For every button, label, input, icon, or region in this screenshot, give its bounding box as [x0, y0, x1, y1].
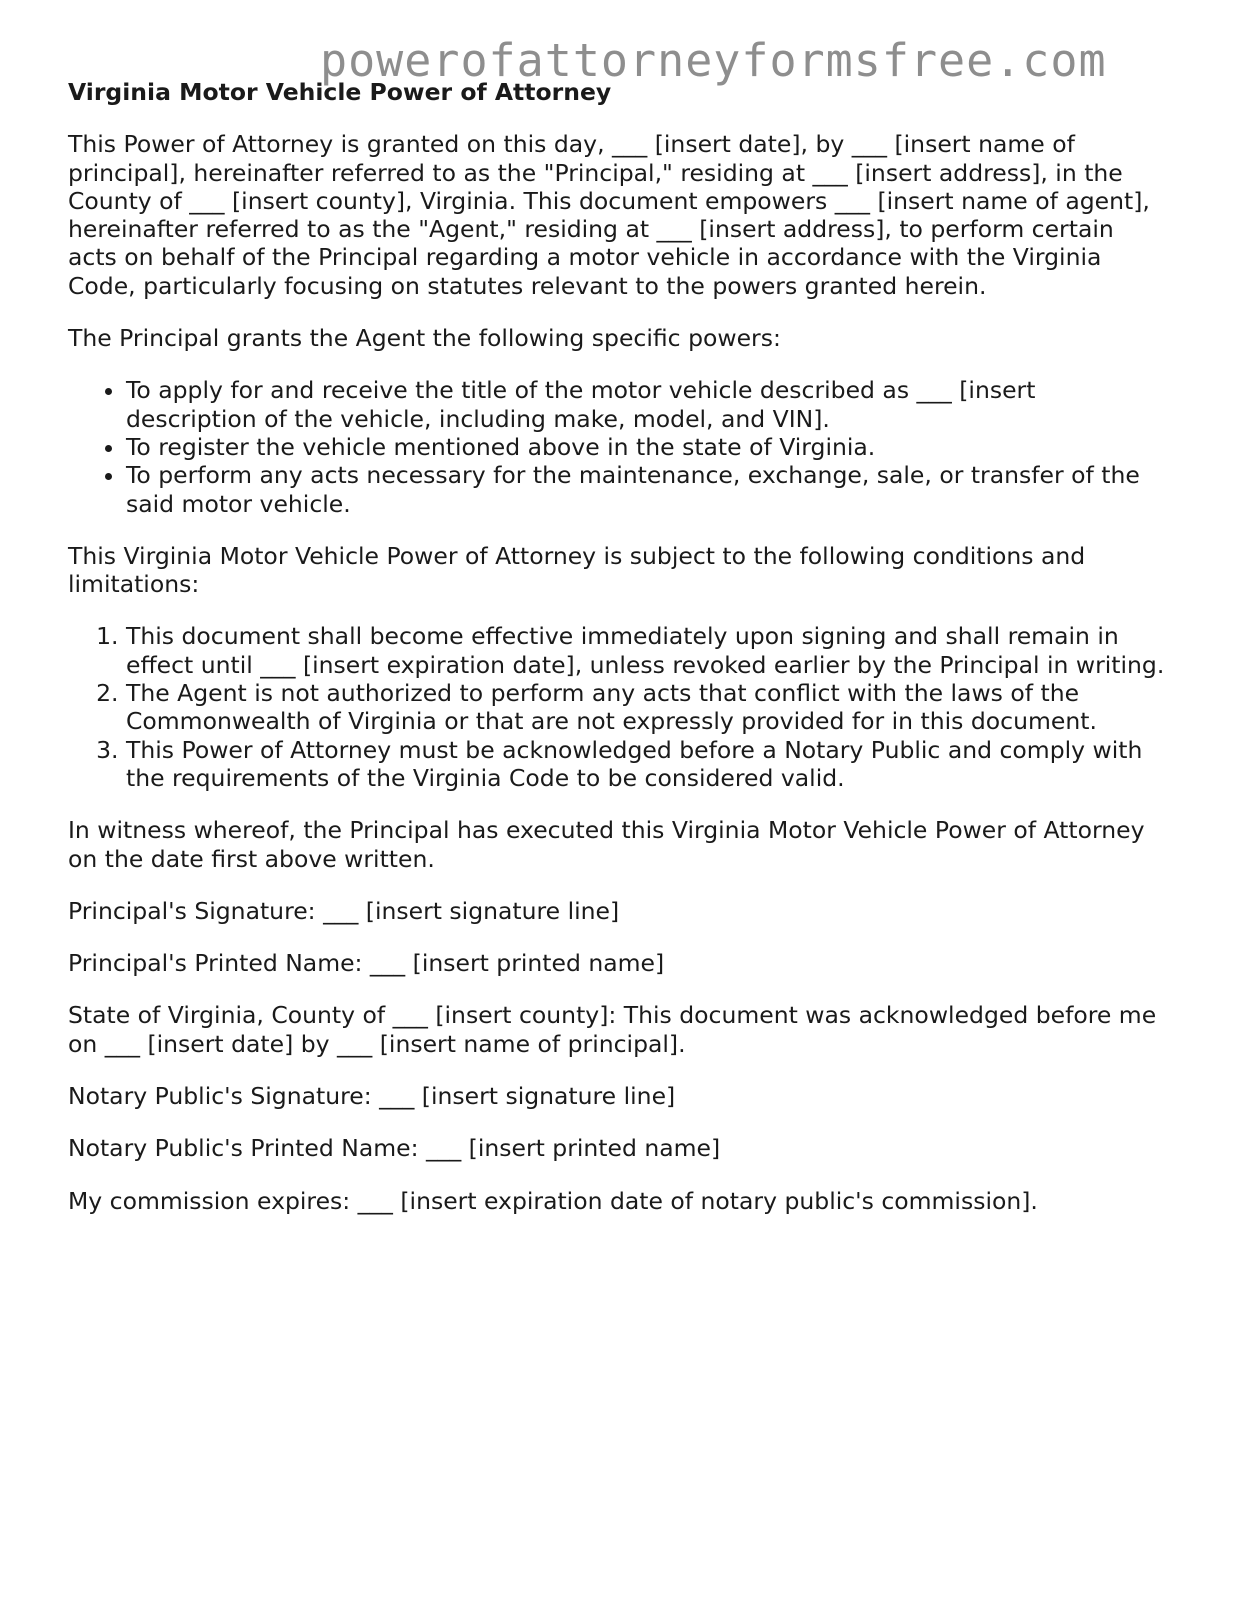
acknowledgment-paragraph: State of Virginia, County of ___ [insert county]: This document was acknowledged before me on ___ [insert date] by ___ [insert name of principal].	[68, 1001, 1157, 1058]
powers-heading: The Principal grants the Agent the following specific powers:	[68, 324, 781, 353]
condition-item: 3. This Power of Attorney must be acknowledged before a Notary Public and comply with the requirements of the Virginia Code to be considered valid.	[126, 736, 1168, 793]
document-title: Virginia Motor Vehicle Power of Attorney	[68, 78, 612, 106]
conditions-list	[68, 622, 1168, 792]
notary-printed-name-line: Notary Public's Printed Name: ___ [insert printed name]	[68, 1134, 721, 1163]
powers-list	[68, 376, 1168, 517]
condition-item: 1. This document shall become effective immediately upon signing and shall remain in effect until ___ [insert expiration date], unless revoked earlier by the Principal in writing.	[126, 622, 1168, 679]
watermark-text: powerofattorneyformsfree.com	[320, 34, 1107, 87]
condition-item: 2. The Agent is not authorized to perform any acts that conflict with the laws of the Commonwealth of Virginia or that are not expressly provided for in this document.	[126, 679, 1168, 736]
power-item: • To apply for and receive the title of the motor vehicle described as ___ [insert description of the vehicle, including make, model, and VIN].	[126, 376, 1168, 433]
principal-printed-name-line: Principal's Printed Name: ___ [insert printed name]	[68, 949, 665, 978]
notary-signature-line: Notary Public's Signature: ___ [insert signature line]	[68, 1082, 676, 1111]
witness-paragraph: In witness whereof, the Principal has executed this Virginia Motor Vehicle Power of Attorney on the date first above written.	[68, 816, 1145, 873]
commission-expires-line: My commission expires: ___ [insert expiration date of notary public's commission].	[68, 1186, 1038, 1215]
conditions-heading: This Virginia Motor Vehicle Power of Attorney is subject to the following conditions and limitations:	[68, 541, 1086, 599]
principal-signature-line: Principal's Signature: ___ [insert signature line]	[68, 896, 620, 925]
power-item: • To register the vehicle mentioned above in the state of Virginia.	[126, 433, 1168, 461]
document-body	[68, 78, 1168, 1239]
intro-paragraph: This Power of Attorney is granted on this day, ___ [insert date], by ___ [insert name of principal], hereinafter referred to as the "Principal," residing at ___ [insert address], in the County of ___ [insert county], Virginia. This document empowers ___ [insert name of agent], hereinafter referred to as the "Agent," residing at ___ [insert address], to perform certain acts on behalf of the Principal regarding a motor vehicle in accordance with the Virginia Code, particularly focusing on statutes relevant to the powers granted herein.	[68, 130, 1150, 300]
power-item: • To perform any acts necessary for the maintenance, exchange, sale, or transfer of the said motor vehicle.	[126, 461, 1168, 518]
